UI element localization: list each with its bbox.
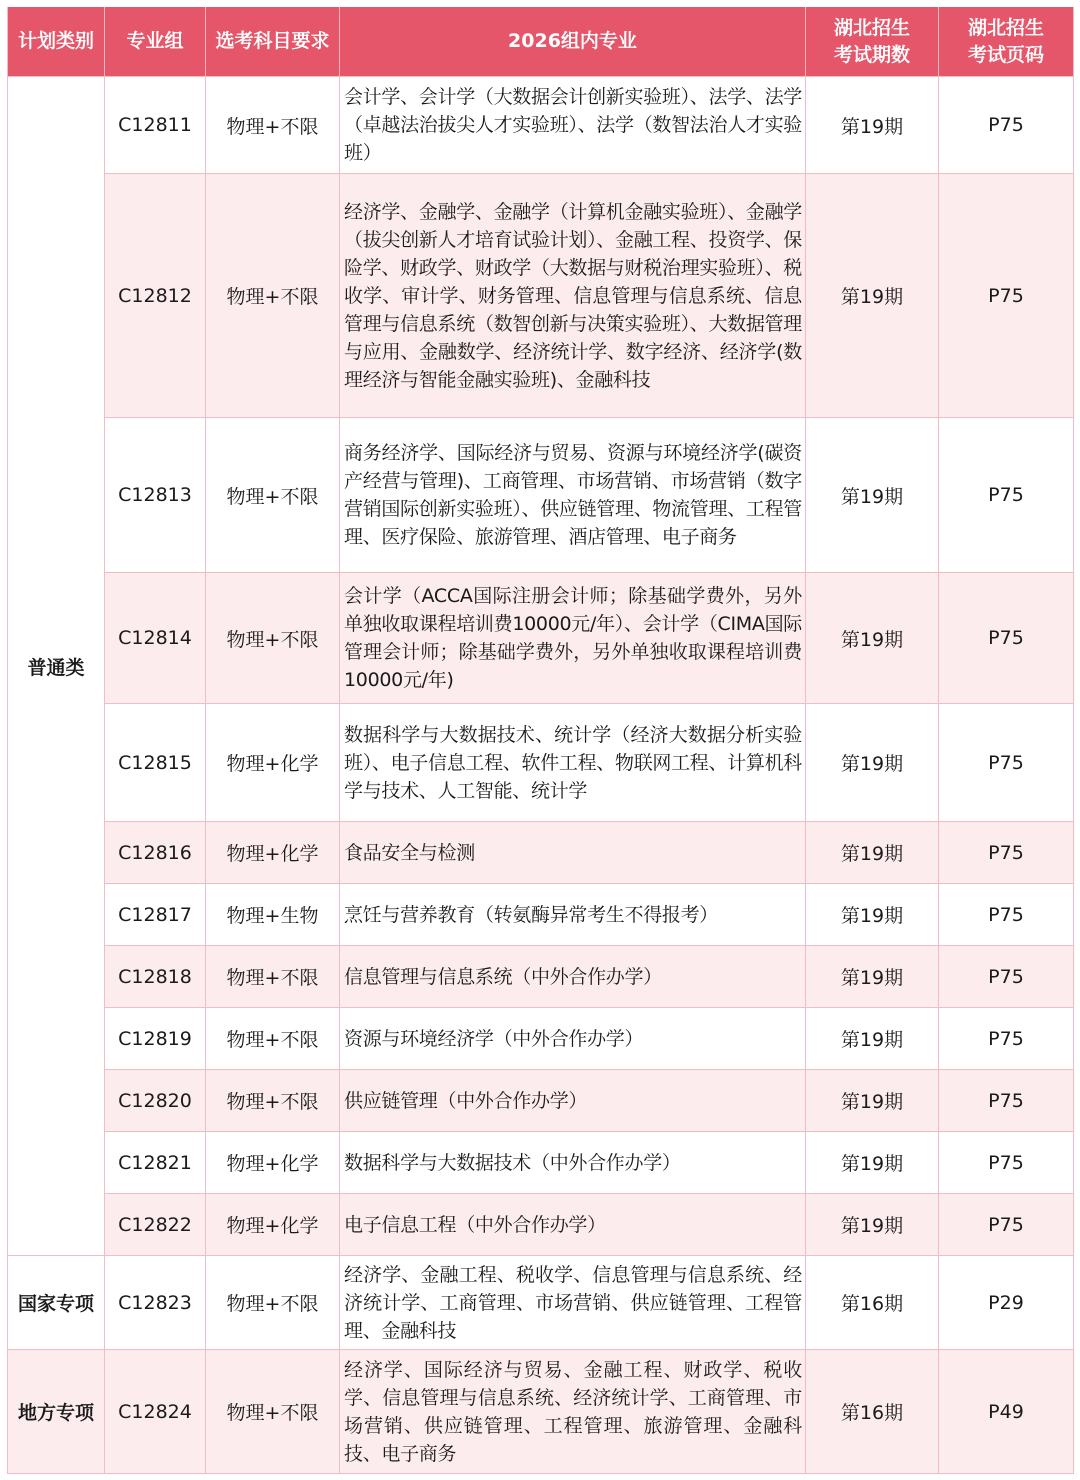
group-cell: C12817 bbox=[105, 884, 206, 946]
subjects-cell: 物理+不限 bbox=[206, 1070, 340, 1132]
issue-cell: 第19期 bbox=[806, 418, 939, 573]
issue-cell: 第19期 bbox=[806, 884, 939, 946]
issue-cell: 第19期 bbox=[806, 946, 939, 1008]
subjects-cell: 物理+不限 bbox=[206, 1256, 340, 1350]
subjects-cell: 物理+不限 bbox=[206, 573, 340, 704]
group-cell: C12821 bbox=[105, 1132, 206, 1194]
issue-cell: 第19期 bbox=[806, 1008, 939, 1070]
table-row bbox=[8, 573, 1074, 704]
group-cell: C12818 bbox=[105, 946, 206, 1008]
majors-cell: 经济学、金融工程、税收学、信息管理与信息系统、经济统计学、工商管理、市场营销、供应链管理、工程管理、金融科技 bbox=[340, 1256, 806, 1350]
header-row bbox=[8, 7, 1074, 77]
page-cell: P75 bbox=[939, 174, 1074, 418]
page-cell: P75 bbox=[939, 77, 1074, 174]
page-cell: P75 bbox=[939, 1194, 1074, 1256]
majors-cell: 烹饪与营养教育（转氨酶异常考生不得报考） bbox=[340, 884, 806, 946]
majors-cell: 会计学（ACCA国际注册会计师；除基础学费外，另外单独收取课程培训费10000元/年）、会计学（CIMA国际管理会计师；除基础学费外，另外单独收取课程培训费10000元/年) bbox=[340, 573, 806, 704]
page-cell: P75 bbox=[939, 1132, 1074, 1194]
group-cell: C12813 bbox=[105, 418, 206, 573]
page-cell: P75 bbox=[939, 884, 1074, 946]
table-row bbox=[8, 946, 1074, 1008]
majors-cell: 数据科学与大数据技术、统计学（经济大数据分析实验班）、电子信息工程、软件工程、物联网工程、计算机科学与技术、人工智能、统计学 bbox=[340, 704, 806, 822]
issue-cell: 第19期 bbox=[806, 573, 939, 704]
group-cell: C12815 bbox=[105, 704, 206, 822]
group-cell: C12819 bbox=[105, 1008, 206, 1070]
page-cell: P75 bbox=[939, 1070, 1074, 1132]
issue-cell: 第19期 bbox=[806, 1070, 939, 1132]
subjects-cell: 物理+化学 bbox=[206, 1194, 340, 1256]
table-row bbox=[8, 1194, 1074, 1256]
table-row bbox=[8, 822, 1074, 884]
issue-cell: 第19期 bbox=[806, 77, 939, 174]
table-row bbox=[8, 1350, 1074, 1474]
table-row bbox=[8, 1008, 1074, 1070]
header-page bbox=[939, 7, 1074, 77]
table-row bbox=[8, 77, 1074, 174]
page-cell: P75 bbox=[939, 946, 1074, 1008]
table-row bbox=[8, 174, 1074, 418]
header-group: 专业组 bbox=[105, 7, 206, 77]
subjects-cell: 物理+化学 bbox=[206, 822, 340, 884]
table-row bbox=[8, 884, 1074, 946]
header-issue-line2: 考试期数 bbox=[833, 43, 910, 66]
group-cell: C12812 bbox=[105, 174, 206, 418]
category-cell-regular: 普通类 bbox=[8, 77, 105, 1256]
page-cell: P49 bbox=[939, 1350, 1074, 1474]
header-issue-line1: 湖北招生 bbox=[833, 16, 910, 39]
subjects-cell: 物理+不限 bbox=[206, 1350, 340, 1474]
category-cell-national: 国家专项 bbox=[8, 1256, 105, 1350]
subjects-cell: 物理+化学 bbox=[206, 1132, 340, 1194]
group-cell: C12811 bbox=[105, 77, 206, 174]
majors-cell: 经济学、国际经济与贸易、金融工程、财政学、税收学、信息管理与信息系统、经济统计学、工商管理、市场营销、供应链管理、工程管理、旅游管理、金融科技、电子商务 bbox=[340, 1350, 806, 1474]
group-cell: C12814 bbox=[105, 573, 206, 704]
page-cell: P29 bbox=[939, 1256, 1074, 1350]
subjects-cell: 物理+化学 bbox=[206, 704, 340, 822]
page-cell: P75 bbox=[939, 704, 1074, 822]
page-cell: P75 bbox=[939, 418, 1074, 573]
issue-cell: 第16期 bbox=[806, 1350, 939, 1474]
majors-cell: 信息管理与信息系统（中外合作办学） bbox=[340, 946, 806, 1008]
majors-cell: 资源与环境经济学（中外合作办学） bbox=[340, 1008, 806, 1070]
issue-cell: 第16期 bbox=[806, 1256, 939, 1350]
table-row bbox=[8, 418, 1074, 573]
header-page-line2: 考试页码 bbox=[967, 43, 1044, 66]
group-cell: C12820 bbox=[105, 1070, 206, 1132]
majors-cell: 会计学、会计学（大数据会计创新实验班）、法学、法学（卓越法治拔尖人才实验班）、法学（数智法治人才实验班） bbox=[340, 77, 806, 174]
majors-cell: 电子信息工程（中外合作办学） bbox=[340, 1194, 806, 1256]
issue-cell: 第19期 bbox=[806, 1132, 939, 1194]
issue-cell: 第19期 bbox=[806, 704, 939, 822]
admission-plan-table bbox=[7, 7, 1074, 1474]
majors-cell: 数据科学与大数据技术（中外合作办学） bbox=[340, 1132, 806, 1194]
header-page-line1: 湖北招生 bbox=[967, 16, 1044, 39]
page-cell: P75 bbox=[939, 1008, 1074, 1070]
subjects-cell: 物理+不限 bbox=[206, 77, 340, 174]
subjects-cell: 物理+不限 bbox=[206, 946, 340, 1008]
issue-cell: 第19期 bbox=[806, 1194, 939, 1256]
majors-cell: 食品安全与检测 bbox=[340, 822, 806, 884]
header-category: 计划类别 bbox=[8, 7, 105, 77]
group-cell: C12824 bbox=[105, 1350, 206, 1474]
group-cell: C12816 bbox=[105, 822, 206, 884]
header-issue bbox=[806, 7, 939, 77]
majors-cell: 商务经济学、国际经济与贸易、资源与环境经济学(碳资产经营与管理)、工商管理、市场营销、市场营销（数字营销国际创新实验班）、供应链管理、物流管理、工程管理、医疗保险、旅游管理、酒店管理、电子商务 bbox=[340, 418, 806, 573]
table-row bbox=[8, 1070, 1074, 1132]
group-cell: C12822 bbox=[105, 1194, 206, 1256]
subjects-cell: 物理+不限 bbox=[206, 1008, 340, 1070]
subjects-cell: 物理+生物 bbox=[206, 884, 340, 946]
table-row bbox=[8, 704, 1074, 822]
table-row bbox=[8, 1132, 1074, 1194]
issue-cell: 第19期 bbox=[806, 822, 939, 884]
majors-cell: 供应链管理（中外合作办学） bbox=[340, 1070, 806, 1132]
group-cell: C12823 bbox=[105, 1256, 206, 1350]
table-row bbox=[8, 1256, 1074, 1350]
header-subjects: 选考科目要求 bbox=[206, 7, 340, 77]
header-majors: 2026组内专业 bbox=[340, 7, 806, 77]
issue-cell: 第19期 bbox=[806, 174, 939, 418]
page-cell: P75 bbox=[939, 822, 1074, 884]
category-cell-local: 地方专项 bbox=[8, 1350, 105, 1474]
majors-cell: 经济学、金融学、金融学（计算机金融实验班）、金融学（拔尖创新人才培育试验计划）、金融工程、投资学、保险学、财政学、财政学（大数据与财税治理实验班）、税收学、审计学、财务管理、信息管理与信息系统、信息管理与信息系统（数智创新与决策实验班）、大数据管理与应用、金融数学、经济统计学、数字经济、经济学(数理经济与智能金融实验班)、金融科技 bbox=[340, 174, 806, 418]
subjects-cell: 物理+不限 bbox=[206, 174, 340, 418]
subjects-cell: 物理+不限 bbox=[206, 418, 340, 573]
page-cell: P75 bbox=[939, 573, 1074, 704]
